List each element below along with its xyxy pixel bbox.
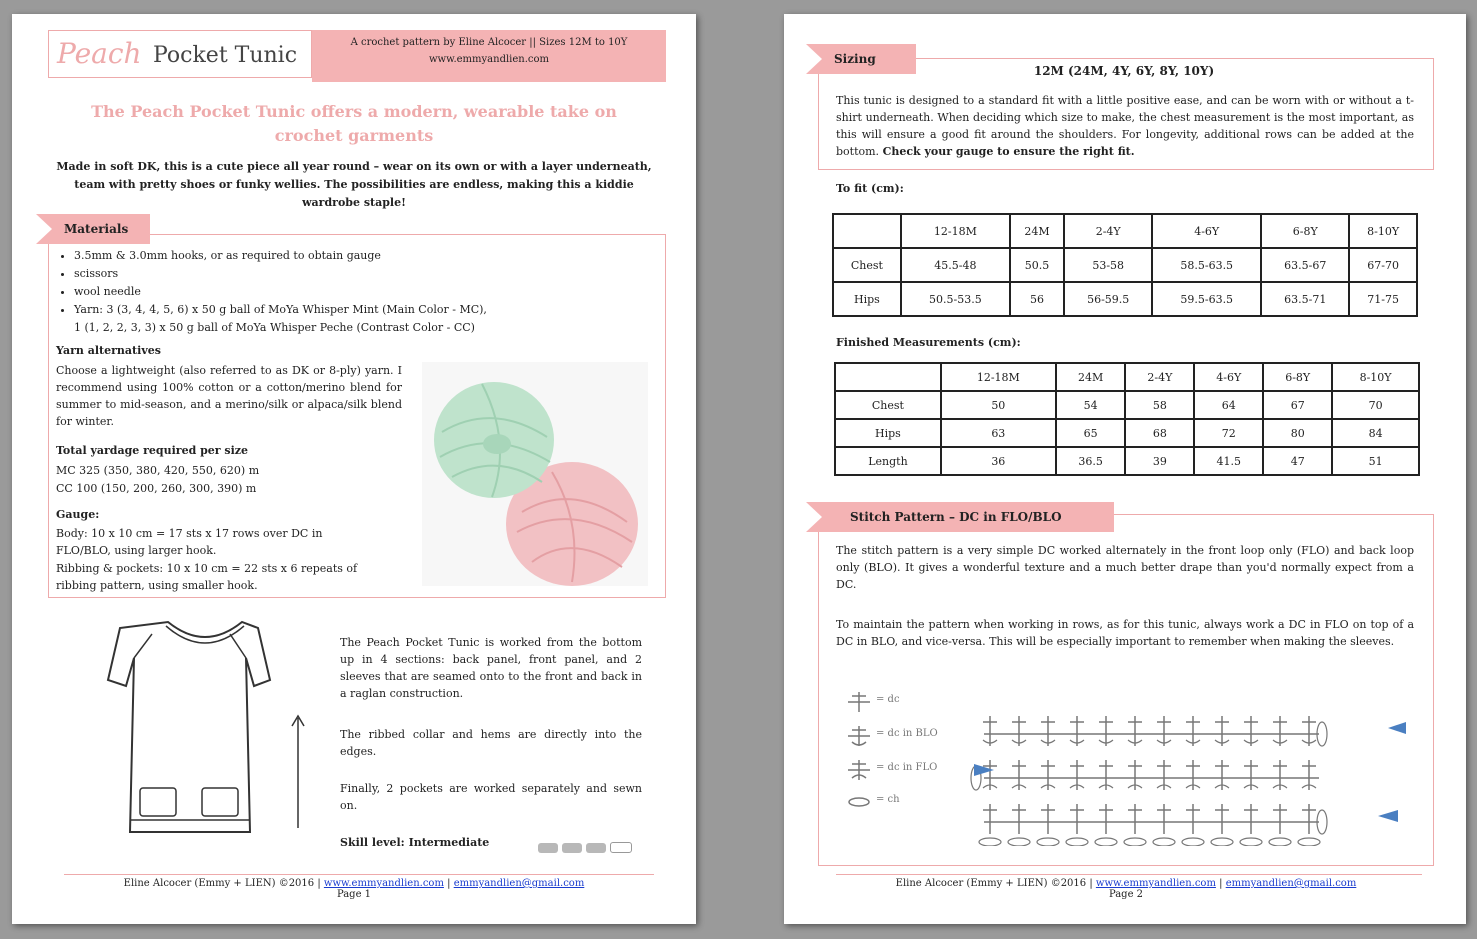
yardage-mc: MC 325 (350, 380, 420, 550, 620) m <box>56 464 260 477</box>
chain-stitch <box>1124 838 1146 846</box>
table-cell: 59.5-63.5 <box>1152 282 1261 316</box>
table-cell: 50.5 <box>1010 248 1064 282</box>
chain-stitch <box>1008 838 1030 846</box>
chain-stitch <box>1269 838 1291 846</box>
page-1 <box>12 14 696 924</box>
sizing-ribbon <box>806 44 916 74</box>
chain-stitch <box>1211 838 1233 846</box>
table-cell: 8-10Y <box>1349 214 1417 248</box>
title-block <box>48 30 312 78</box>
finished-table <box>834 362 1420 476</box>
description-2: The ribbed collar and hems are directly into the edges. <box>340 728 642 758</box>
yardage-heading: Total yardage required per size <box>56 444 249 457</box>
sizing-heading: Sizing <box>834 52 876 66</box>
chain-stitch <box>1240 838 1262 846</box>
table-cell: 12-18M <box>901 214 1010 248</box>
footer <box>824 878 1428 900</box>
table-cell: 72 <box>1194 419 1263 447</box>
skill-level-label: Skill level: Intermediate <box>340 836 490 849</box>
stitch-chart-svg <box>970 704 1430 846</box>
stitch-ribbon <box>806 502 1114 532</box>
table-cell: 53-58 <box>1064 248 1152 282</box>
yarn-alt-text: Choose a lightweight (also referred to as DK or 8-ply) yarn. I recommend using 100% cotton or a cotton/merino blend for summer to mid-season, and a merino/silk or alpaca/silk blend for winter. <box>56 364 402 428</box>
legend-symbols <box>844 690 874 820</box>
table-cell: Chest <box>833 248 901 282</box>
footer-divider <box>836 874 1422 875</box>
chain-stitch <box>1037 838 1059 846</box>
stitch-chart <box>970 704 1430 846</box>
footer-website-link[interactable]: www.emmyandlien.com <box>1095 878 1216 889</box>
table-cell: 6-8Y <box>1261 214 1349 248</box>
skill-meter <box>538 838 636 857</box>
row-direction-arrow-right <box>974 762 996 778</box>
table-cell: 63 <box>941 419 1056 447</box>
legend-ch: = ch <box>876 794 900 805</box>
arrow-shape <box>974 764 994 776</box>
page-number: Page 1 <box>336 889 372 900</box>
table-cell: 45.5-48 <box>901 248 1010 282</box>
table-cell: 50.5-53.5 <box>901 282 1010 316</box>
list-item: • wool needle <box>74 283 616 301</box>
table-cell: 47 <box>1263 447 1332 475</box>
legend-dc-flo: = dc in FLO <box>876 762 938 773</box>
materials-heading: Materials <box>64 222 129 236</box>
chain-stitch <box>979 838 1001 846</box>
footer-email-link[interactable]: emmyandlien@gmail.com <box>1225 878 1357 889</box>
table-cell <box>835 363 941 391</box>
header-info-line2: www.emmyandlien.com <box>428 54 550 65</box>
finished-label: Finished Measurements (cm): <box>836 336 1021 349</box>
chain-stitch <box>1298 838 1320 846</box>
description-3: Finally, 2 pockets are worked separately and sewn on. <box>340 782 642 812</box>
intro-text: Made in soft DK, this is a cute piece all year round – wear on its own or with a layer underneath, team with pretty shoes or funky wellies. The possibilities are endless, making this a kiddie wardrobe staple! <box>56 160 652 209</box>
row-direction-arrow-left <box>1388 722 1406 734</box>
table-cell: 36 <box>941 447 1056 475</box>
table-cell: 64 <box>1194 391 1263 419</box>
materials-ribbon <box>36 214 150 244</box>
table-cell: 41.5 <box>1194 447 1263 475</box>
gauge-body: Body: 10 x 10 cm = 17 sts x 17 rows over DC in FLO/BLO, using larger hook. <box>56 527 323 557</box>
table-cell: 50 <box>941 391 1056 419</box>
table-cell: 71-75 <box>1349 282 1417 316</box>
tagline: The Peach Pocket Tunic offers a modern, wearable take on crochet garments <box>91 102 617 145</box>
stitch-text-1: The stitch pattern is a very simple DC worked alternately in the front loop only (FLO) and back loop only (BLO). It gives a wonderful texture and a much better drape than you'd normally expect from a DC. <box>836 544 1414 591</box>
table-cell: 51 <box>1332 447 1419 475</box>
yarn-balls-image <box>422 362 648 586</box>
legend-dc-blo: = dc in BLO <box>876 728 938 739</box>
table-cell: 24M <box>1056 363 1126 391</box>
table-cell: 6-8Y <box>1263 363 1332 391</box>
sizing-body: This tunic is designed to a standard fit with a little positive ease, and can be worn with or without a t-shirt underneath. When deciding which size to make, the chest measurement is the most important, as this will ensure a good fit around the shoulders. For longevity, additional rows can be added at the bottom. <box>836 94 1414 158</box>
table-cell: 63.5-67 <box>1261 248 1349 282</box>
table-row <box>835 419 1419 447</box>
materials-continuation: 1 (1, 2, 2, 3, 3) x 50 g ball of MoYa Whisper Peche (Contrast Color - CC) <box>74 321 475 334</box>
table-cell: 2-4Y <box>1125 363 1194 391</box>
sizing-text <box>836 92 1414 160</box>
list-item: • scissors <box>74 265 616 283</box>
stitch-text-2: To maintain the pattern when working in rows, as for this tunic, always work a DC in FLO on top of a DC in BLO, and vice-versa. This will be especially important to remember when making the sleeves. <box>836 618 1414 648</box>
table-cell: 67 <box>1263 391 1332 419</box>
table-cell <box>833 214 901 248</box>
footer <box>52 878 656 900</box>
table-cell: 58.5-63.5 <box>1152 248 1261 282</box>
footer-website-link[interactable]: www.emmyandlien.com <box>323 878 444 889</box>
table-cell: Hips <box>833 282 901 316</box>
table-header-row <box>835 363 1419 391</box>
description-1: The Peach Pocket Tunic is worked from the bottom up in 4 sections: back panel, front panel, and 2 sleeves that are seamed onto to the front and back in a raglan construction. <box>340 636 642 700</box>
list-item: • Yarn: 3 (3, 4, 4, 5, 6) x 50 g ball of MoYa Whisper Mint (Main Color - MC), <box>74 301 616 319</box>
to-fit-table <box>832 213 1418 317</box>
chain-stitch <box>1182 838 1204 846</box>
sizing-sizes: 12M (24M, 4Y, 6Y, 8Y, 10Y) <box>1033 64 1215 78</box>
row-direction-arrow-left <box>1378 810 1398 822</box>
table-row <box>835 447 1419 475</box>
tunic-sketch <box>92 618 318 844</box>
footer-separator: | <box>447 878 451 889</box>
table-cell: 4-6Y <box>1152 214 1261 248</box>
materials-list <box>56 247 616 337</box>
page-number: Page 2 <box>1108 889 1144 900</box>
table-row <box>835 391 1419 419</box>
table-cell: 24M <box>1010 214 1064 248</box>
yarn-photo <box>422 362 648 586</box>
list-item: • 3.5mm & 3.0mm hooks, or as required to obtain gauge <box>74 247 616 265</box>
table-cell: Hips <box>835 419 941 447</box>
page-2 <box>784 14 1466 924</box>
stitch-heading: Stitch Pattern – DC in FLO/BLO <box>850 510 1062 524</box>
table-header-row <box>833 214 1417 248</box>
table-row <box>833 282 1417 316</box>
skill-pill <box>586 843 606 853</box>
title-main: Pocket Tunic <box>153 43 298 68</box>
table-cell: 84 <box>1332 419 1419 447</box>
table-cell: 63.5-71 <box>1261 282 1349 316</box>
table-cell: Chest <box>835 391 941 419</box>
table-cell: 12-18M <box>941 363 1056 391</box>
skill-pill <box>562 843 582 853</box>
chain-stitch <box>1066 838 1088 846</box>
sizing-bold-note: Check your gauge to ensure the right fit. <box>882 145 1135 158</box>
footer-credit: Eline Alcocer (Emmy + LIEN) ©2016 | <box>895 878 1093 889</box>
table-cell: Length <box>835 447 941 475</box>
table-cell: 65 <box>1056 419 1126 447</box>
chain-stitch <box>1153 838 1175 846</box>
table-cell: 36.5 <box>1056 447 1126 475</box>
table-cell: 39 <box>1125 447 1194 475</box>
table-cell: 67-70 <box>1349 248 1417 282</box>
to-fit-label: To fit (cm): <box>836 182 904 195</box>
header-info <box>312 30 666 82</box>
skill-pill <box>538 843 558 853</box>
table-cell: 8-10Y <box>1332 363 1419 391</box>
title-script: Peach <box>57 37 142 70</box>
legend-dc: = dc <box>876 694 900 705</box>
skill-pill <box>610 842 632 853</box>
table-cell: 58 <box>1125 391 1194 419</box>
table-cell: 70 <box>1332 391 1419 419</box>
table-cell: 80 <box>1263 419 1332 447</box>
footer-separator: | <box>1219 878 1223 889</box>
gauge-heading: Gauge: <box>56 508 100 521</box>
chain-stitch <box>1095 838 1117 846</box>
table-cell: 4-6Y <box>1194 363 1263 391</box>
table-cell: 54 <box>1056 391 1126 419</box>
yarn-alt-heading: Yarn alternatives <box>56 344 161 357</box>
header-info-line1: A crochet pattern by Eline Alcocer || Sizes 12M to 10Y <box>350 37 628 48</box>
table-cell: 68 <box>1125 419 1194 447</box>
table-cell: 2-4Y <box>1064 214 1152 248</box>
table-cell: 56-59.5 <box>1064 282 1152 316</box>
table-cell: 56 <box>1010 282 1064 316</box>
table-row <box>833 248 1417 282</box>
footer-credit: Eline Alcocer (Emmy + LIEN) ©2016 | <box>123 878 321 889</box>
footer-email-link[interactable]: emmyandlien@gmail.com <box>453 878 585 889</box>
footer-divider <box>64 874 654 875</box>
yardage-cc: CC 100 (150, 200, 260, 300, 390) m <box>56 482 257 495</box>
gauge-ribbing: Ribbing & pockets: 10 x 10 cm = 22 sts x 6 repeats of ribbing pattern, using smaller hook. <box>56 562 358 592</box>
